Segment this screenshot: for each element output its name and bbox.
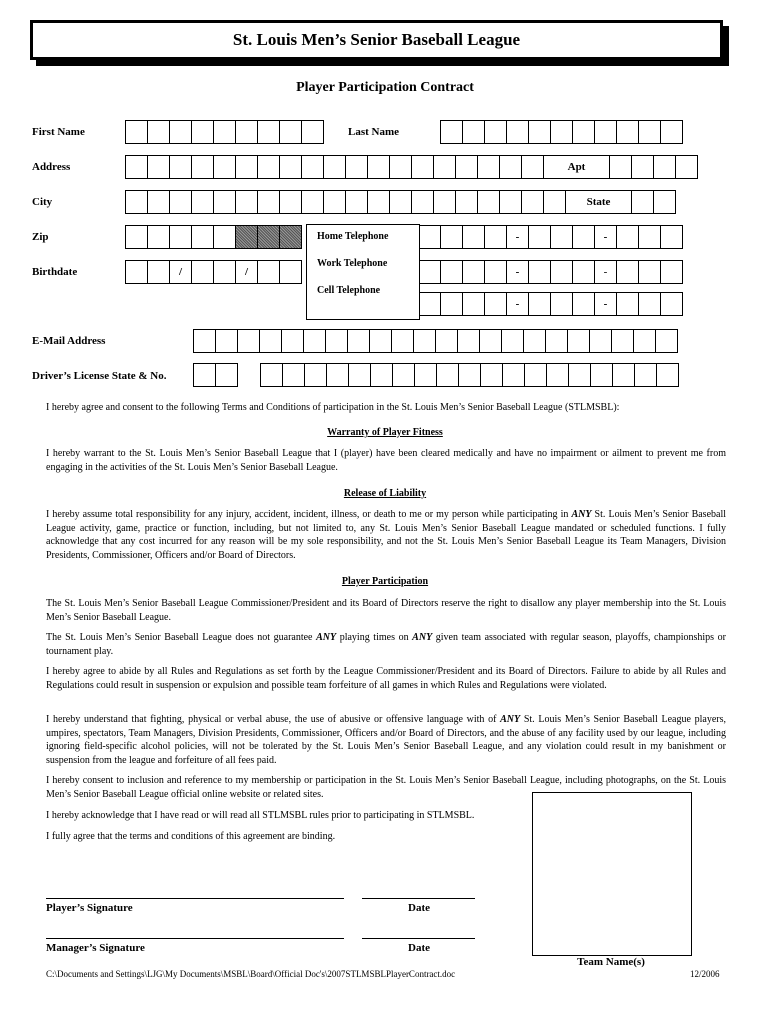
input-cell[interactable] [304, 329, 326, 353]
p2-emphasis-2: ANY [412, 632, 433, 643]
input-cell[interactable] [126, 120, 148, 144]
input-cell[interactable] [148, 190, 170, 214]
input-cell[interactable] [238, 329, 260, 353]
zip-label: Zip [32, 231, 49, 243]
input-cell[interactable] [529, 120, 551, 144]
input-cell[interactable] [463, 260, 485, 284]
home-phone-field[interactable] [418, 225, 683, 249]
telephone-label-box [306, 224, 420, 320]
input-cell[interactable] [170, 260, 192, 284]
input-cell[interactable] [346, 190, 368, 214]
participation-p2 [46, 631, 726, 658]
zip-field[interactable] [125, 225, 302, 249]
first-name-field[interactable] [125, 120, 324, 144]
input-cell[interactable] [192, 190, 214, 214]
input-cell[interactable] [661, 225, 683, 249]
input-cell[interactable] [478, 190, 500, 214]
input-cell[interactable] [573, 292, 595, 316]
phone-dash: - [603, 266, 608, 278]
input-cell[interactable] [654, 155, 676, 179]
team-name-box[interactable] [532, 792, 692, 956]
input-cell[interactable] [595, 260, 617, 284]
participation-heading: Player Participation [341, 576, 429, 587]
intro-text: I hereby agree and consent to the following Terms and Conditions of participation in the St. Louis Men’s Senior Baseball League (STLMSBL): [46, 402, 620, 413]
input-cell[interactable] [546, 329, 568, 353]
address-field[interactable] [125, 155, 698, 179]
input-cell[interactable] [441, 120, 463, 144]
input-cell[interactable] [612, 329, 634, 353]
first-name-label: First Name [32, 126, 85, 138]
p2-text-b: playing times on [336, 632, 413, 643]
input-cell[interactable] [522, 155, 544, 179]
team-name-label: Team Name(s) [577, 956, 645, 968]
input-cell[interactable] [437, 363, 459, 387]
input-cell[interactable] [368, 155, 390, 179]
input-cell[interactable] [412, 190, 434, 214]
input-cell[interactable] [573, 260, 595, 284]
input-cell[interactable] [370, 329, 392, 353]
participation-p4 [46, 713, 726, 767]
input-cell[interactable] [485, 292, 507, 316]
page-title [30, 20, 723, 60]
input-cell[interactable] [148, 260, 170, 284]
input-cell[interactable] [302, 120, 324, 144]
input-cell[interactable] [481, 363, 503, 387]
phone-dash: - [603, 231, 608, 243]
release-text-a: I hereby assume total responsibility for any injury, accident, incident, illness, or death to me or my person while participating in [46, 509, 572, 520]
participation-p3: I hereby agree to abide by all Rules and Regulations as set forth by the League Commissioner/President and its Board of Directors. Failure to abide by all Rules and Regulations could result in suspension or expulsion and possible team forfeiture of all games in which Rules and Regulations were violated. [46, 666, 726, 691]
input-cell[interactable] [661, 120, 683, 144]
input-cell[interactable] [441, 260, 463, 284]
input-cell[interactable] [192, 225, 214, 249]
apt-label: Apt [567, 161, 586, 173]
input-cell[interactable] [632, 190, 654, 214]
input-cell[interactable] [502, 329, 524, 353]
player-signature-label: Player’s Signature [46, 902, 133, 914]
input-cell[interactable] [456, 155, 478, 179]
input-cell[interactable] [390, 190, 412, 214]
input-cell[interactable] [656, 329, 678, 353]
input-cell[interactable] [368, 190, 390, 214]
input-cell[interactable] [573, 120, 595, 144]
input-cell[interactable] [595, 120, 617, 144]
input-cell[interactable] [434, 190, 456, 214]
input-cell[interactable] [214, 190, 236, 214]
input-cell[interactable] [657, 363, 679, 387]
input-cell[interactable] [639, 260, 661, 284]
input-cell[interactable] [507, 120, 529, 144]
work-phone-field[interactable] [418, 260, 683, 284]
input-cell[interactable] [214, 225, 236, 249]
input-cell[interactable] [595, 225, 617, 249]
input-cell[interactable] [591, 363, 613, 387]
warranty-text: I hereby warrant to the St. Louis Men’s Senior Baseball League that I (player) have been cleared medically and have no impairment or ailment to prevent me from engaging in the activities of the St. Louis Men’s Senior Baseball League. [46, 448, 726, 473]
email-field[interactable] [193, 329, 678, 353]
input-cell[interactable] [327, 363, 349, 387]
email-label: E-Mail Address [32, 335, 106, 347]
license-state-field[interactable] [193, 363, 238, 387]
input-cell[interactable] [258, 190, 280, 214]
manager-date-label: Date [408, 942, 430, 954]
last-name-label: Last Name [348, 126, 400, 138]
input-cell[interactable] [639, 292, 661, 316]
participation-p1: The St. Louis Men’s Senior Baseball League Commissioner/President and its Board of Directors reserve the right to disallow any player membership into the St. Louis Men’s Senior Baseball League. [46, 598, 726, 623]
date-slash: / [178, 266, 183, 278]
release-text-b: St. Louis Men’s Senior Baseball League activity, game, practice or function, including, but not limited to, any St. Louis Men’s Senior Baseball League mandated or scheduled functions. I fully acknowledge that any cost incurred for any reason will be my sole responsibility, and not the St. Louis Men’s Senior Baseball League its Team Managers, Division Presidents, Commissioner, Officers and/or Board of Directors. [46, 509, 727, 561]
input-cell[interactable] [507, 292, 529, 316]
input-cell[interactable] [441, 225, 463, 249]
input-cell[interactable] [654, 190, 676, 214]
input-cell[interactable] [390, 155, 412, 179]
input-cell[interactable] [480, 329, 502, 353]
input-cell[interactable] [280, 190, 302, 214]
input-cell[interactable] [148, 225, 170, 249]
phone-dash: - [515, 298, 520, 310]
input-cell[interactable] [485, 120, 507, 144]
state-label: State [586, 196, 611, 208]
cell-phone-field[interactable] [418, 292, 683, 316]
subtitle: Player Participation Contract [296, 80, 474, 95]
input-cell[interactable] [507, 260, 529, 284]
input-cell[interactable] [617, 225, 639, 249]
input-cell[interactable] [414, 329, 436, 353]
warranty-heading: Warranty of Player Fitness [327, 427, 443, 438]
input-cell[interactable] [595, 292, 617, 316]
input-cell[interactable] [126, 225, 148, 249]
p2-text-c: given team associated with regular season, playoffs, championships or tournament play. [46, 632, 726, 657]
input-cell[interactable] [459, 363, 481, 387]
city-field[interactable] [125, 190, 676, 214]
input-cell[interactable] [419, 260, 441, 284]
input-cell[interactable] [349, 363, 371, 387]
input-cell[interactable] [551, 120, 573, 144]
manager-signature-line[interactable] [46, 938, 344, 939]
p4-text-b: St. Louis Men’s Senior Baseball League players, umpires, spectators, Team Managers, Division Presidents, Commissioner, Officers and/or Board of Directors, and the abuse of any facility used by our league, including ignoring field-specific alcohol policies, will not be tolerated by the St. Louis Men’s Senior Baseball League, and any violation could result in my banishment or suspension from the league and forfeiture of all fees paid. [46, 714, 727, 766]
player-signature-line[interactable] [46, 898, 344, 899]
footer-date: 12/2006 [690, 969, 720, 979]
input-cell[interactable] [434, 155, 456, 179]
input-cell[interactable] [529, 292, 551, 316]
input-cell[interactable] [463, 292, 485, 316]
input-cell[interactable] [214, 260, 236, 284]
input-cell[interactable] [617, 120, 639, 144]
input-cell[interactable] [283, 363, 305, 387]
input-cell[interactable] [676, 155, 698, 179]
phone-dash: - [603, 298, 608, 310]
p2-emphasis-1: ANY [316, 632, 337, 643]
input-cell[interactable] [192, 120, 214, 144]
input-cell[interactable] [569, 363, 591, 387]
input-cell[interactable] [282, 329, 304, 353]
input-cell[interactable] [436, 329, 458, 353]
participation-p7: I fully agree that the terms and conditions of this agreement are binding. [46, 831, 336, 842]
input-cell[interactable] [661, 260, 683, 284]
input-cell[interactable] [236, 120, 258, 144]
input-cell[interactable] [551, 292, 573, 316]
title-text: St. Louis Men’s Senior Baseball League [232, 30, 521, 49]
input-cell[interactable] [590, 329, 612, 353]
input-cell[interactable] [529, 260, 551, 284]
input-cell[interactable] [280, 120, 302, 144]
input-cell[interactable] [192, 260, 214, 284]
input-cell[interactable] [305, 363, 327, 387]
input-cell[interactable] [551, 225, 573, 249]
input-cell[interactable] [194, 363, 216, 387]
input-cell[interactable] [280, 155, 302, 179]
input-cell[interactable] [500, 155, 522, 179]
input-cell[interactable] [258, 120, 280, 144]
input-cell[interactable] [634, 329, 656, 353]
input-cell[interactable] [524, 329, 546, 353]
input-cell[interactable] [302, 155, 324, 179]
input-cell[interactable] [544, 190, 566, 214]
input-cell[interactable] [261, 363, 283, 387]
p2-text-a: The St. Louis Men’s Senior Baseball League does not guarantee [46, 632, 317, 643]
input-cell[interactable] [170, 155, 192, 179]
input-cell[interactable] [419, 225, 441, 249]
participation-p6: I hereby acknowledge that I have read or will read all STLMSBL rules prior to participating in STLMSBL. [46, 810, 475, 821]
input-cell[interactable] [568, 329, 590, 353]
input-cell[interactable] [280, 260, 302, 284]
date-slash: / [244, 266, 249, 278]
work-telephone-label: Work Telephone [317, 258, 388, 269]
release-heading: Release of Liability [343, 488, 427, 499]
input-cell[interactable] [635, 363, 657, 387]
input-cell[interactable] [126, 190, 148, 214]
input-cell[interactable] [170, 190, 192, 214]
home-telephone-label: Home Telephone [317, 231, 389, 242]
input-cell[interactable] [216, 363, 238, 387]
release-text [46, 508, 726, 562]
input-cell[interactable] [216, 329, 238, 353]
input-cell[interactable] [194, 329, 216, 353]
input-cell[interactable] [485, 260, 507, 284]
input-cell[interactable] [632, 155, 654, 179]
participation-p5: I hereby consent to inclusion and reference to my membership or participation in the St. Louis Men’s Senior Baseball League, including photographs, on the St. Louis Men’s Senior Baseball League official online website or related sites. [46, 775, 726, 800]
input-cell[interactable] [500, 190, 522, 214]
input-cell[interactable] [456, 190, 478, 214]
player-date-label: Date [408, 902, 430, 914]
input-cell[interactable] [393, 363, 415, 387]
input-cell[interactable] [613, 363, 635, 387]
footer-path: C:\Documents and Settings\LJG\My Documents\MSBL\Board\Official Doc's\2007STLMSBLPlayerContract.doc [46, 969, 456, 979]
input-cell[interactable] [302, 190, 324, 214]
input-cell[interactable] [525, 363, 547, 387]
input-cell[interactable] [170, 120, 192, 144]
input-cell[interactable] [419, 292, 441, 316]
input-cell[interactable] [392, 329, 414, 353]
input-cell[interactable] [547, 363, 569, 387]
last-name-field[interactable] [440, 120, 683, 144]
manager-signature-label: Manager’s Signature [46, 942, 145, 954]
input-cell[interactable] [260, 329, 282, 353]
input-cell[interactable] [639, 225, 661, 249]
phone-dash: - [515, 266, 520, 278]
input-cell[interactable] [258, 155, 280, 179]
release-emphasis: ANY [571, 509, 592, 520]
input-cell[interactable] [463, 225, 485, 249]
input-cell[interactable] [324, 190, 346, 214]
input-cell[interactable] [148, 155, 170, 179]
input-cell[interactable] [478, 155, 500, 179]
input-cell[interactable] [236, 260, 258, 284]
p4-text-a: I hereby understand that fighting, physical or verbal abuse, the use of abusive or offensive language with of [46, 714, 501, 725]
input-cell[interactable] [280, 225, 302, 249]
input-cell[interactable] [507, 225, 529, 249]
input-cell[interactable] [258, 225, 280, 249]
state-cell[interactable] [566, 190, 632, 214]
city-label: City [32, 196, 53, 208]
input-cell[interactable] [441, 292, 463, 316]
input-cell[interactable] [236, 155, 258, 179]
input-cell[interactable] [214, 155, 236, 179]
input-cell[interactable] [617, 292, 639, 316]
license-number-field[interactable] [260, 363, 679, 387]
p4-emphasis: ANY [500, 714, 521, 725]
input-cell[interactable] [573, 225, 595, 249]
input-cell[interactable] [463, 120, 485, 144]
address-label: Address [32, 161, 71, 173]
input-cell[interactable] [529, 225, 551, 249]
player-date-line[interactable] [362, 898, 475, 899]
input-cell[interactable] [610, 155, 632, 179]
input-cell[interactable] [326, 329, 348, 353]
input-cell[interactable] [346, 155, 368, 179]
input-cell[interactable] [522, 190, 544, 214]
license-label: Driver’s License State & No. [32, 370, 167, 382]
input-cell[interactable] [639, 120, 661, 144]
input-cell[interactable] [412, 155, 434, 179]
manager-date-line[interactable] [362, 938, 475, 939]
input-cell[interactable] [324, 155, 346, 179]
birthdate-field[interactable] [125, 260, 302, 284]
input-cell[interactable] [236, 225, 258, 249]
input-cell[interactable] [617, 260, 639, 284]
phone-dash: - [515, 231, 520, 243]
input-cell[interactable] [148, 120, 170, 144]
input-cell[interactable] [458, 329, 480, 353]
cell-telephone-label: Cell Telephone [317, 285, 381, 296]
input-cell[interactable] [192, 155, 214, 179]
input-cell[interactable] [485, 225, 507, 249]
input-cell[interactable] [371, 363, 393, 387]
input-cell[interactable] [415, 363, 437, 387]
input-cell[interactable] [258, 260, 280, 284]
input-cell[interactable] [661, 292, 683, 316]
birthdate-label: Birthdate [32, 266, 78, 278]
input-cell[interactable] [348, 329, 370, 353]
apt-cell[interactable] [544, 155, 610, 179]
input-cell[interactable] [170, 225, 192, 249]
input-cell[interactable] [503, 363, 525, 387]
input-cell[interactable] [551, 260, 573, 284]
input-cell[interactable] [214, 120, 236, 144]
input-cell[interactable] [126, 260, 148, 284]
input-cell[interactable] [126, 155, 148, 179]
input-cell[interactable] [236, 190, 258, 214]
